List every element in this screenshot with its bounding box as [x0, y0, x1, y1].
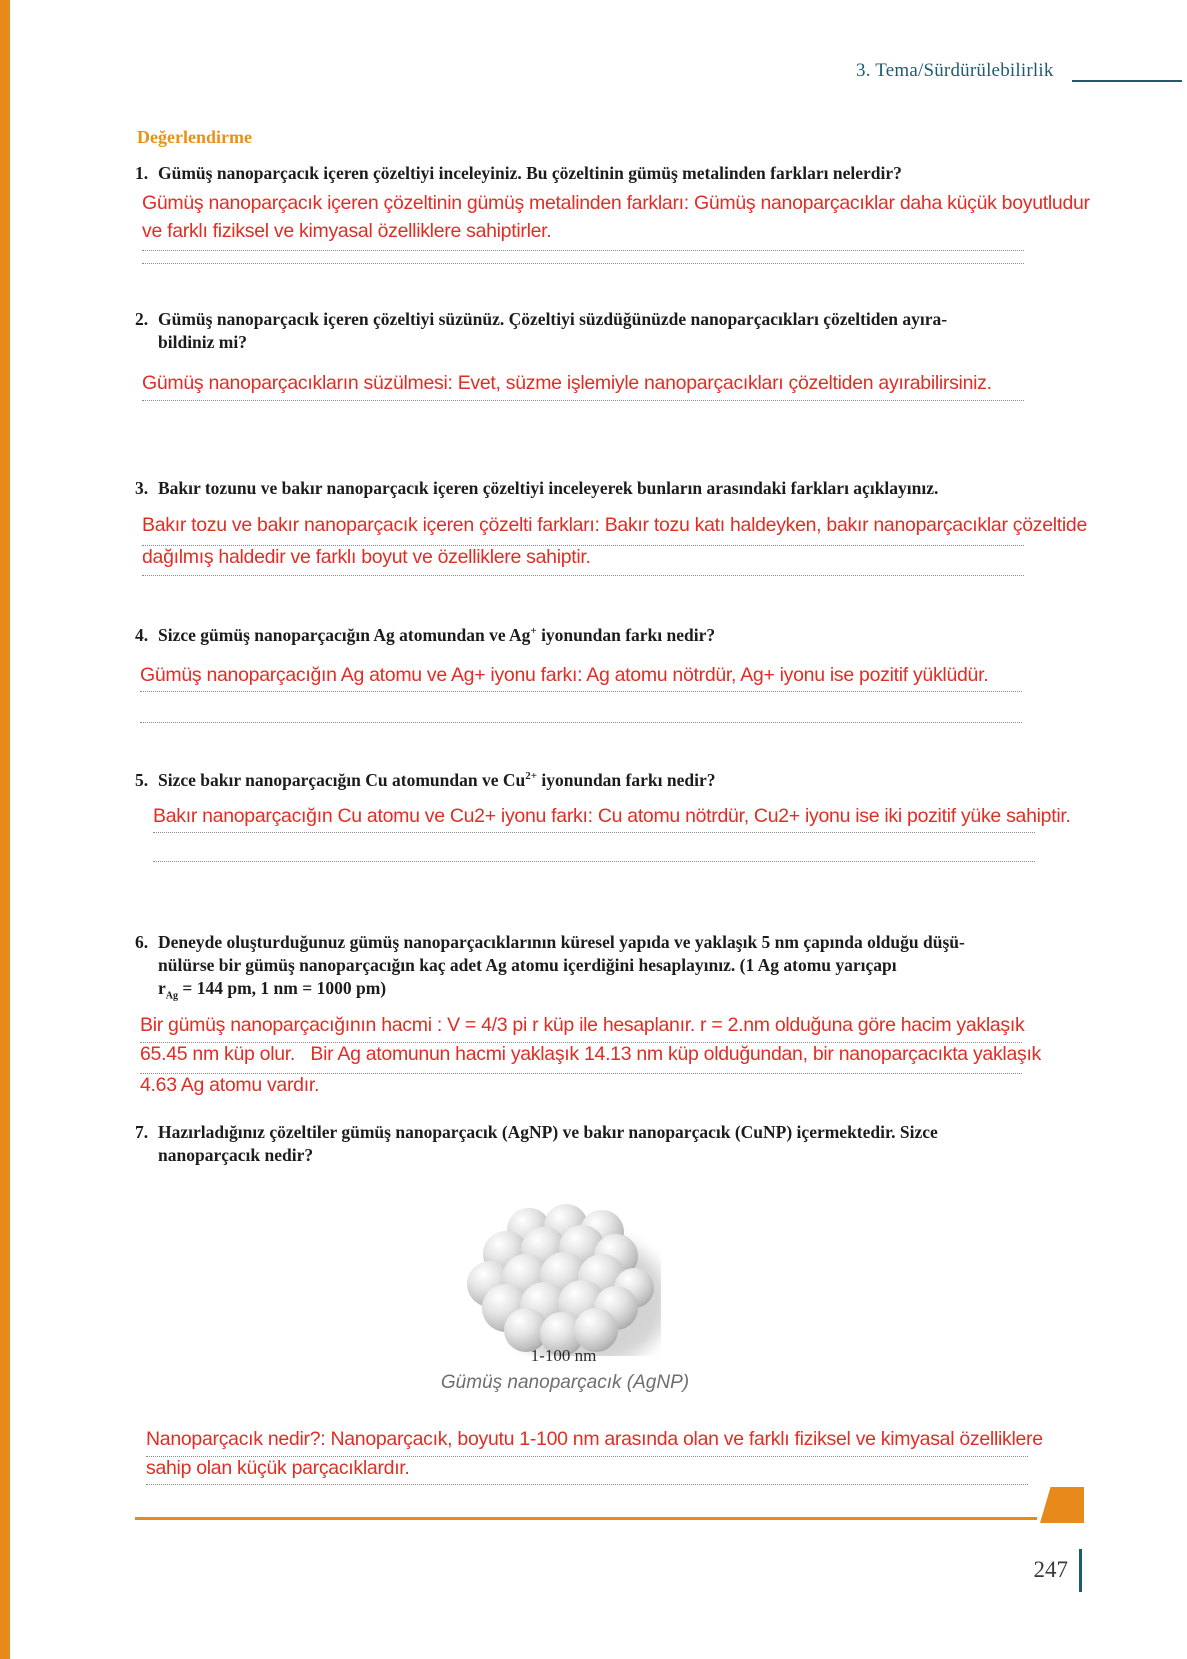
question-text: Bakır tozunu ve bakır nanoparçacık içeren çözeltiyi inceleyerek bunların arasındaki farkları açıklayınız.: [158, 478, 939, 498]
question-text: Deneyde oluşturduğunuz gümüş nanoparçacıklarının küresel yapıda ve yaklaşık 5 nm çapında olduğu düşü-: [158, 932, 965, 952]
question-2: [135, 308, 1046, 354]
answer-line: 4.63 Ag atomu vardır.: [140, 1074, 320, 1096]
page-number-rule: [1079, 1549, 1082, 1592]
question-text: bildiniz mi?: [158, 332, 247, 352]
question-text: Gümüş nanoparçacık içeren çözeltiyi inceleyiniz. Bu çözeltinin gümüş metalinden farkları nelerdir?: [158, 163, 902, 183]
answer-line: Bakır nanoparçacığın Cu atomu ve Cu2+ iyonu farkı: Cu atomu nötrdür, Cu2+ iyonu ise iki pozitif yüke sahiptir.: [153, 805, 1035, 833]
dotted-rule: [142, 251, 1024, 264]
answer-2: [142, 372, 1024, 401]
question-3: [135, 477, 1046, 500]
answer-line: sahip olan küçük parçacıklardır.: [146, 1457, 1028, 1485]
answer-line: ve farklı fiziksel ve kimyasal özelliklere sahiptirler.: [142, 220, 1024, 251]
answer-1: [142, 192, 1090, 264]
question-text: nülürse bir gümüş nanoparçacığın kaç adet Ag atomu içerdiğini hesaplayınız. (1 Ag atomu yarıçapı: [158, 955, 897, 975]
superscript: +: [530, 625, 537, 638]
question-number: 1.: [135, 163, 149, 183]
question-number: 6.: [135, 932, 149, 952]
question-text: Hazırladığınız çözeltiler gümüş nanoparçacık (AgNP) ve bakır nanoparçacık (CuNP) içermektedir. Sizce: [158, 1122, 938, 1142]
question-7: [135, 1121, 1046, 1167]
question-text: Gümüş nanoparçacık içeren çözeltiyi süzünüz. Çözeltiyi süzdüğünüzde nanoparçacıkları çözeltiden ayıra-: [158, 309, 948, 329]
nanoparticle-cluster-image: [466, 1196, 661, 1356]
question-4: [135, 624, 1046, 647]
question-text: iyonundan farkı nedir?: [536, 625, 716, 645]
footer-corner-tab: [1040, 1487, 1084, 1523]
answer-4: [140, 664, 1022, 723]
answer-7: [146, 1428, 1043, 1485]
question-number: 4.: [135, 625, 149, 645]
answer-3: [142, 514, 1088, 576]
answer-line: dağılmış haldedir ve farklı boyut ve özelliklere sahiptir.: [142, 546, 1024, 576]
question-number: 3.: [135, 478, 149, 498]
question-6: [135, 931, 1046, 1000]
answer-line: Gümüş nanoparçacığın Ag atomu ve Ag+ iyonu farkı: Ag atomu nötrdür, Ag+ iyonu ise pozitif yüklüdür.: [140, 664, 1022, 692]
question-5: [135, 769, 1046, 792]
dotted-rule: [153, 833, 1035, 862]
question-1: [135, 162, 1046, 185]
question-text: Sizce gümüş nanoparçacığın Ag atomundan ve Ag: [158, 625, 531, 645]
formula-variable: r: [158, 978, 166, 998]
page-number: 247: [1033, 1557, 1068, 1582]
answer-line: Bakır tozu ve bakır nanoparçacık içeren çözelti farkları: Bakır tozu katı haldeyken, bakır nanoparçacıklar çözeltide: [142, 514, 1024, 546]
dotted-rule: [140, 692, 1022, 723]
footer-rule: [135, 1517, 1037, 1520]
question-text: iyonundan farkı nedir?: [537, 770, 716, 790]
answer-line: Bir gümüş nanoparçacığının hacmi : V = 4/3 pi r küp ile hesaplanır. r = 2.nm olduğuna göre hacim yaklaşık: [140, 1014, 1022, 1043]
question-number: 2.: [135, 309, 149, 329]
question-number: 7.: [135, 1122, 149, 1142]
answer-6: [140, 1014, 1042, 1102]
superscript: 2+: [525, 770, 538, 783]
figure-scale-label: 1-100 nm: [530, 1346, 597, 1365]
answer-line: Gümüş nanoparçacıkların süzülmesi: Evet, süzme işlemiyle nanoparçacıkları çözeltiden ayırabilirsiniz.: [142, 372, 1024, 401]
subscript: Ag: [165, 990, 179, 1002]
answer-5: [153, 805, 1071, 862]
silver-nanoparticle-figure: [466, 1196, 661, 1356]
answer-line: Nanoparçacık nedir?: Nanoparçacık, boyutu 1-100 nm arasında olan ve farklı fiziksel ve kimyasal özelliklere: [146, 1428, 1028, 1457]
question-number: 5.: [135, 770, 149, 790]
formula-text: = 144 pm, 1 nm = 1000 pm): [178, 978, 387, 998]
question-text: nanoparçacık nedir?: [158, 1145, 314, 1165]
question-text: Sizce bakır nanoparçacığın Cu atomundan ve Cu: [158, 770, 526, 790]
answer-line: Gümüş nanoparçacık içeren çözeltinin gümüş metalinden farkları: Gümüş nanoparçacıklar daha küçük boyutludur: [142, 192, 1090, 214]
left-accent-band: [0, 0, 10, 1659]
page-header-title: 3. Tema/Sürdürülebilirlik: [856, 60, 1054, 81]
header-rule: [1072, 80, 1182, 82]
section-title: Değerlendirme: [137, 127, 252, 147]
figure-caption: Gümüş nanoparçacık (AgNP): [440, 1372, 690, 1393]
answer-line: 65.45 nm küp olur. Bir Ag atomunun hacmi yaklaşık 14.13 nm küp olduğundan, bir nanoparçacıkta yaklaşık: [140, 1043, 1022, 1074]
